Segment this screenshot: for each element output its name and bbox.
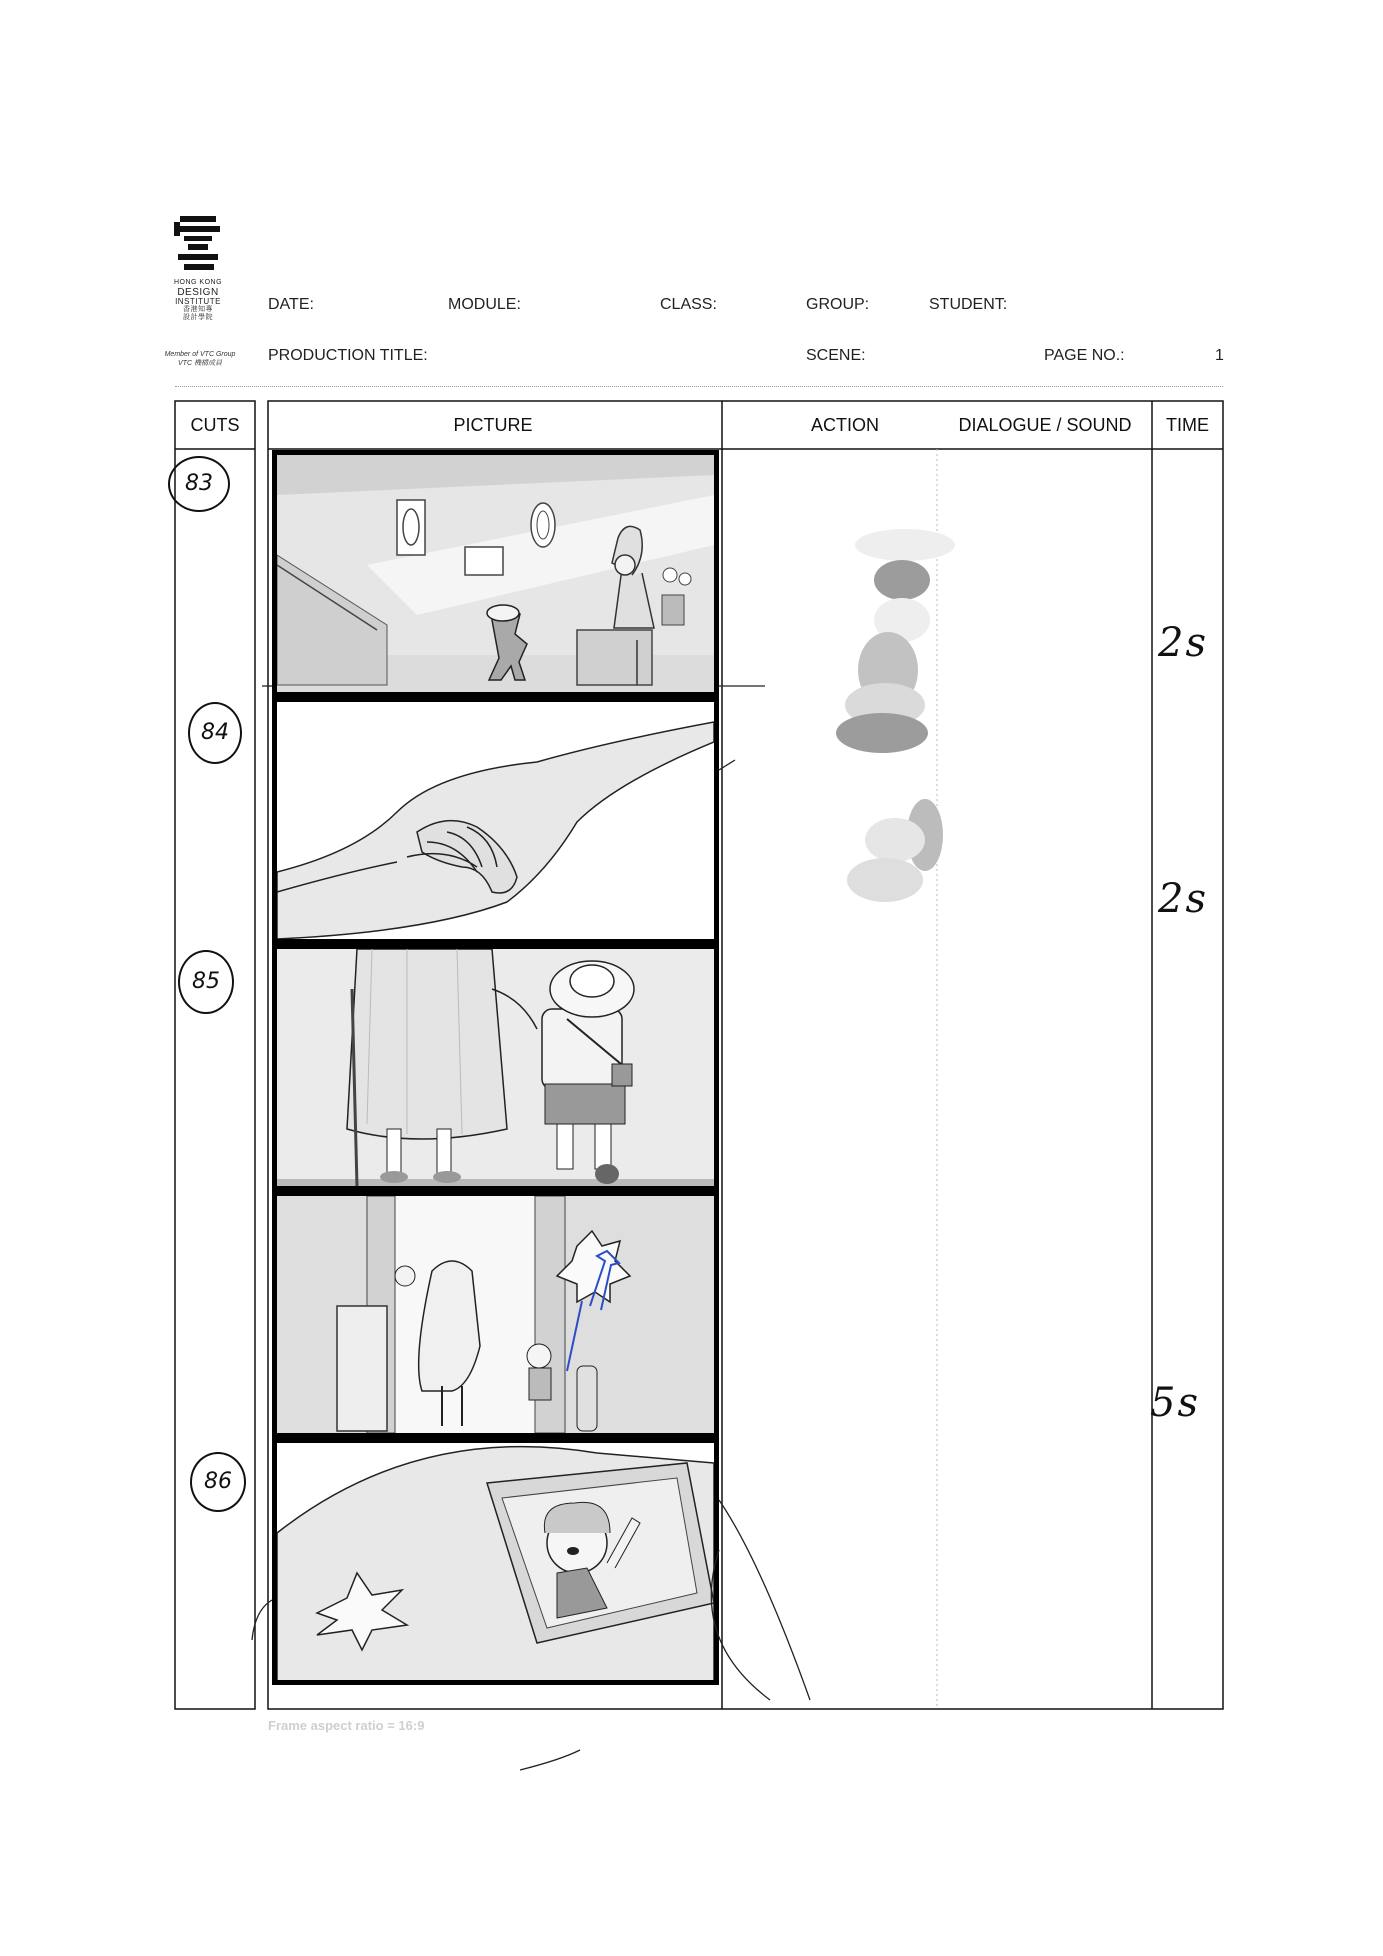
logo-line-1: HONG KONG bbox=[173, 279, 223, 286]
logo-line-3: INSTITUTE bbox=[175, 297, 221, 306]
member-line-2: VTC 機構成員 bbox=[178, 360, 222, 367]
date-label: DATE: bbox=[268, 296, 314, 313]
col-header-cuts: CUTS bbox=[190, 415, 240, 435]
student-label: STUDENT: bbox=[929, 296, 1008, 313]
cut-number-84: 84 bbox=[188, 702, 242, 764]
page-no-label: PAGE NO.: bbox=[1044, 347, 1125, 364]
scene-label: SCENE: bbox=[806, 347, 866, 364]
group-label: GROUP: bbox=[806, 296, 870, 313]
logo-line-5: 設計學院 bbox=[183, 314, 213, 321]
col-header-time: TIME bbox=[1166, 415, 1209, 435]
logo-line-4: 香港知專 bbox=[183, 306, 213, 313]
time-cut-86: 5s bbox=[1150, 1380, 1200, 1426]
class-label: CLASS: bbox=[660, 296, 717, 313]
col-header-picture: PICTURE bbox=[453, 415, 533, 435]
cut-number-83: 83 bbox=[168, 456, 230, 512]
module-label: MODULE: bbox=[448, 296, 521, 313]
frame-aspect-note: Frame aspect ratio = 16:9 bbox=[268, 1718, 425, 1733]
col-header-action: ACTION bbox=[810, 415, 879, 435]
production-title-label: PRODUCTION TITLE: bbox=[268, 347, 428, 364]
cut-number-86: 86 bbox=[190, 1452, 246, 1512]
col-header-dialogue: DIALOGUE / SOUND bbox=[958, 415, 1132, 435]
logo-line-2: DESIGN bbox=[177, 287, 219, 298]
time-cut-84: 2s bbox=[1158, 876, 1208, 922]
page-no-value: 1 bbox=[1215, 347, 1224, 364]
cut-number-85: 85 bbox=[178, 950, 234, 1014]
member-line-1: Member of VTC Group bbox=[164, 351, 236, 358]
time-cut-83: 2s bbox=[1158, 620, 1208, 666]
